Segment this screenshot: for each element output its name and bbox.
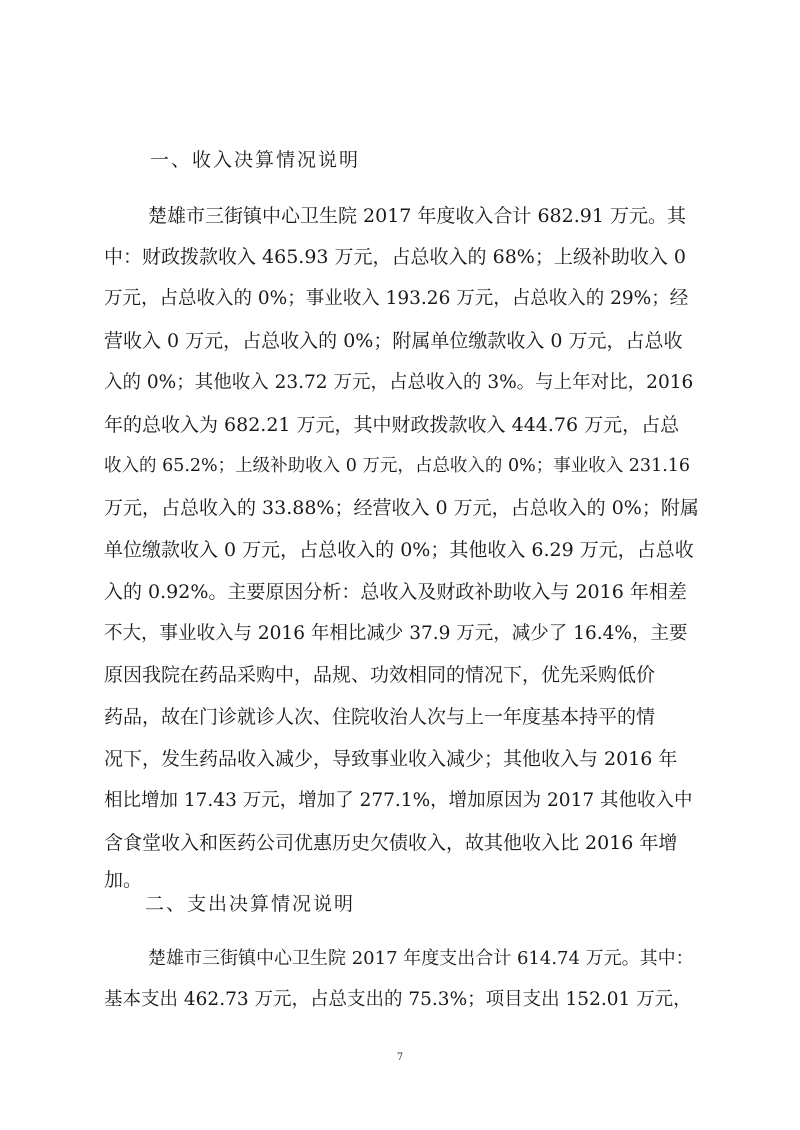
paragraph-line: 万元，占总收入的 0%；事业收入 193.26 万元，占总收入的 29%；经 <box>104 288 689 309</box>
paragraph-line: 楚雄市三街镇中心卫生院 2017 年度收入合计 682.91 万元。其 <box>148 205 686 227</box>
paragraph-line: 含食堂收入和医药公司优惠历史欠债收入，故其他收入比 2016 年增 <box>104 832 678 854</box>
paragraph-line: 楚雄市三街镇中心卫生院 2017 年度支出合计 614.74 万元。其中： <box>148 948 694 969</box>
paragraph-line: 原因我院在药品采购中，品规、功效相同的情况下，优先采购低价 <box>104 664 656 686</box>
paragraph-line: 不大，事业收入与 2016 年相比减少 37.9 万元，减少了 16.4%，主要 <box>104 623 688 644</box>
paragraph-line: 药品，故在门诊就诊人次、住院收治人次与上一年度基本持平的情 <box>104 706 656 728</box>
paragraph-line: 中：财政拨款收入 465.93 万元，占总收入的 68%；上级补助收入 0 <box>104 246 686 268</box>
paragraph-line: 况下，发生药品收入减少，导致事业收入减少；其他收入与 2016 年 <box>104 748 678 770</box>
paragraph-line: 单位缴款收入 0 万元，占总收入的 0%；其他收入 6.29 万元，占总收 <box>104 539 694 561</box>
paragraph-line: 万元，占总收入的 33.88%；经营收入 0 万元，占总收入的 0%；附属 <box>104 497 699 519</box>
paragraph-line: 收入的 65.2%；上级补助收入 0 万元，占总收入的 0%；事业收入 231.16 <box>104 456 691 476</box>
section-heading-expenditure: 二、支出决算情况说明 <box>145 893 356 915</box>
paragraph-line: 入的 0%；其他收入 23.72 万元，占总收入的 3%。与上年对比，2016 <box>104 372 694 393</box>
paragraph-line: 相比增加 17.43 万元，增加了 277.1%，增加原因为 2017 其他收入中 <box>104 790 693 811</box>
page-number: 7 <box>396 1052 404 1063</box>
paragraph-line: 入的 0.92%。主要原因分析：总收入及财政补助收入与 2016 年相差 <box>104 581 687 603</box>
paragraph-line: 年的总收入为 682.21 万元，其中财政拨款收入 444.76 万元，占总 <box>104 414 680 436</box>
paragraph-line: 营收入 0 万元，占总收入的 0%；附属单位缴款收入 0 万元，占总收 <box>104 330 683 352</box>
paragraph-line: 基本支出 462.73 万元，占总支出的 75.3%；项目支出 152.01 万元， <box>104 989 692 1010</box>
section-heading-income: 一、收入决算情况说明 <box>150 149 361 171</box>
paragraph-line-last: 加。 <box>104 869 143 891</box>
